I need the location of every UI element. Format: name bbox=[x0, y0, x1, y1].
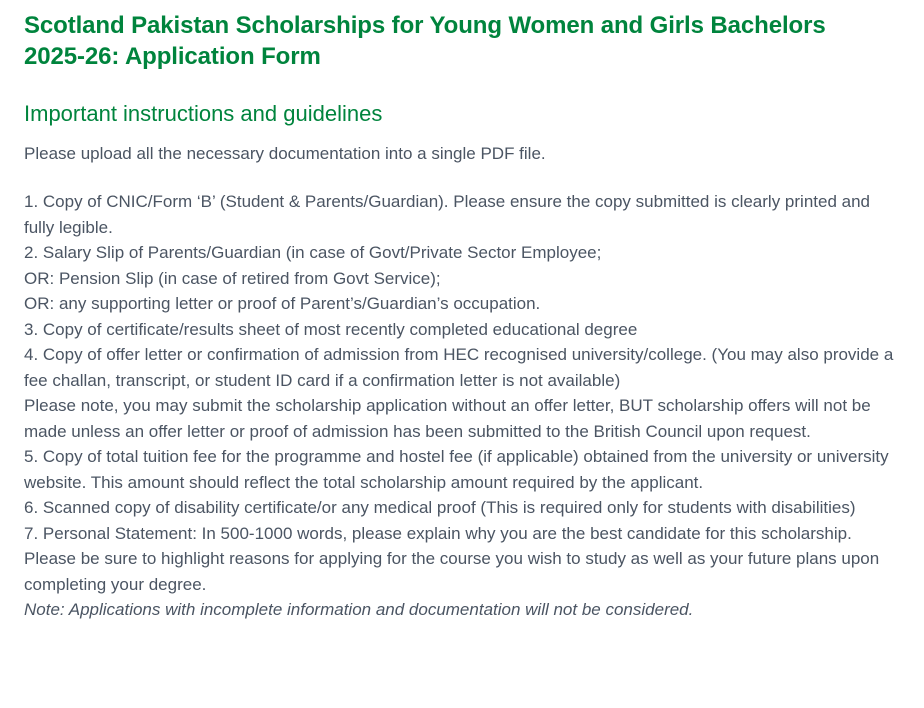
instruction-item-2-or-pension: OR: Pension Slip (in case of retired from Govt Service); bbox=[24, 268, 441, 288]
instructions-list bbox=[24, 167, 904, 623]
instruction-item-6: 6. Scanned copy of disability certificate/or any medical proof (This is required only for students with disabilities) bbox=[24, 498, 856, 517]
incomplete-application-note: Note: Applications with incomplete information and documentation will not be considered. bbox=[24, 600, 694, 619]
instruction-item-1: 1. Copy of CNIC/Form ‘B’ (Student & Parents/Guardian). Please ensure the copy submitted is clearly printed and fully legible. bbox=[24, 192, 870, 237]
instruction-item-4-offer-letter-note: Please note, you may submit the scholarship application without an offer letter, BUT scholarship offers will not be made unless an offer letter or proof of admission has been submitted to the British Council upon request. bbox=[24, 396, 871, 441]
page-title: Scotland Pakistan Scholarships for Young Women and Girls Bachelors 2025-26: Application Form bbox=[24, 12, 826, 70]
instruction-item-7: 7. Personal Statement: In 500-1000 words, please explain why you are the best candidate for this scholarship. Please be sure to highlight reasons for applying for the course you wish to study as well as your future plans upon completing your degree. bbox=[24, 523, 880, 594]
intro-paragraph: Please upload all the necessary documentation into a single PDF file. bbox=[24, 144, 546, 163]
instruction-item-2: 2. Salary Slip of Parents/Guardian (in case of Govt/Private Sector Employee; bbox=[24, 243, 602, 262]
instruction-item-2-or-supporting-letter: OR: any supporting letter or proof of Parent’s/Guardian’s occupation. bbox=[24, 294, 541, 313]
instruction-item-4: 4. Copy of offer letter or confirmation of admission from HEC recognised university/college. (You may also provide a fee challan, transcript, or student ID card if a confirmation letter is not available) bbox=[24, 345, 894, 390]
section-heading-important-instructions: Important instructions and guidelines bbox=[24, 101, 383, 126]
instruction-item-3: 3. Copy of certificate/results sheet of most recently completed educational degree bbox=[24, 319, 638, 339]
instruction-item-5: 5. Copy of total tuition fee for the programme and hostel fee (if applicable) obtained from the university or university website. This amount should reflect the total scholarship amount required by the applicant. bbox=[24, 447, 889, 492]
